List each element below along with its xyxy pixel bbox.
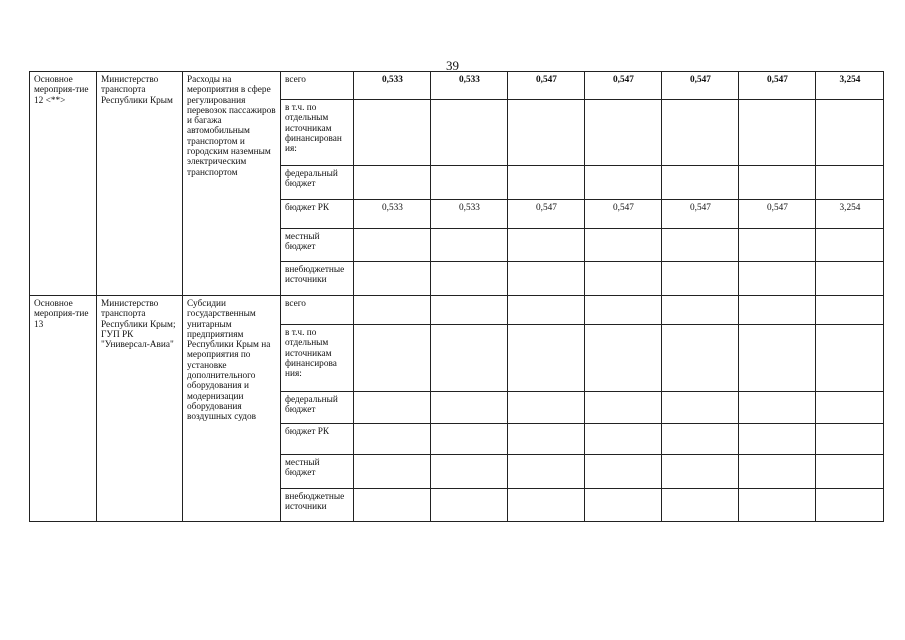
value-cell: [508, 424, 585, 455]
value-cell: [354, 262, 431, 296]
value-cell: [585, 296, 662, 325]
funding-source-label: внебюджетные источники: [281, 489, 354, 522]
funding-source-label: в т.ч. по отдельным источникам финансирова ния:: [281, 325, 354, 392]
value-cell-total: [816, 100, 884, 166]
activity-description: Субсидии государственным унитарным предприятиям Республики Крым на мероприятия по установке дополнительного оборудования и модернизации оборудования воздушных судов: [183, 296, 281, 522]
value-cell: [508, 100, 585, 166]
value-cell: [739, 455, 816, 489]
value-cell: 0,547: [585, 72, 662, 100]
value-cell: [585, 424, 662, 455]
value-cell: [662, 424, 739, 455]
value-cell-total: [816, 296, 884, 325]
value-cell: [585, 262, 662, 296]
value-cell: [739, 166, 816, 200]
value-cell: [354, 229, 431, 262]
value-cell-total: [816, 262, 884, 296]
value-cell: 0,547: [662, 72, 739, 100]
value-cell: [508, 229, 585, 262]
value-cell: [585, 166, 662, 200]
activity-executor: Министерство транспорта Республики Крым; ГУП РК "Универсал-Авиа": [97, 296, 183, 522]
activity-name: Основное мероприя-тие 13: [30, 296, 97, 522]
value-cell: [354, 424, 431, 455]
value-cell: [662, 262, 739, 296]
value-cell: [508, 262, 585, 296]
funding-source-label: внебюджетные источники: [281, 262, 354, 296]
value-cell: 0,533: [354, 72, 431, 100]
value-cell: [431, 296, 508, 325]
value-cell: 0,547: [508, 200, 585, 229]
value-cell: [662, 489, 739, 522]
value-cell: [354, 325, 431, 392]
value-cell-total: [816, 229, 884, 262]
value-cell: [662, 166, 739, 200]
value-cell: [431, 424, 508, 455]
funding-table: [29, 71, 884, 522]
value-cell: [431, 229, 508, 262]
value-cell-total: [816, 166, 884, 200]
funding-source-label: федеральный бюджет: [281, 166, 354, 200]
value-cell: 0,533: [354, 200, 431, 229]
value-cell: [739, 100, 816, 166]
value-cell: [739, 392, 816, 424]
activity-name: Основное мероприя-тие 12 <**>: [30, 72, 97, 296]
activity-executor: Министерство транспорта Республики Крым: [97, 72, 183, 296]
value-cell: [508, 455, 585, 489]
value-cell: [585, 489, 662, 522]
value-cell-total: [816, 489, 884, 522]
value-cell: [739, 262, 816, 296]
value-cell: 0,547: [739, 200, 816, 229]
value-cell: [739, 325, 816, 392]
funding-source-label: местный бюджет: [281, 229, 354, 262]
value-cell-total: [816, 455, 884, 489]
value-cell: [508, 325, 585, 392]
value-cell: [662, 455, 739, 489]
value-cell: [431, 166, 508, 200]
value-cell: [739, 424, 816, 455]
value-cell: [508, 392, 585, 424]
value-cell-total: 3,254: [816, 72, 884, 100]
value-cell: [662, 100, 739, 166]
value-cell: [354, 100, 431, 166]
value-cell: [431, 100, 508, 166]
value-cell: [662, 325, 739, 392]
value-cell: [431, 325, 508, 392]
value-cell: [431, 489, 508, 522]
funding-source-label: федеральный бюджет: [281, 392, 354, 424]
value-cell: [585, 455, 662, 489]
value-cell: [585, 325, 662, 392]
page-number: 39: [446, 58, 459, 73]
value-cell: [354, 392, 431, 424]
value-cell: [508, 166, 585, 200]
table-row: [30, 72, 884, 100]
value-cell: [508, 489, 585, 522]
value-cell: [354, 296, 431, 325]
value-cell: [585, 392, 662, 424]
value-cell: [662, 229, 739, 262]
value-cell: 0,533: [431, 72, 508, 100]
value-cell: [739, 489, 816, 522]
value-cell: 0,547: [739, 72, 816, 100]
funding-source-label: бюджет РК: [281, 424, 354, 455]
value-cell: [585, 229, 662, 262]
value-cell: [354, 166, 431, 200]
value-cell-total: [816, 325, 884, 392]
value-cell: [354, 455, 431, 489]
activity-description: Расходы на мероприятия в сфере регулирования перевозок пассажиров и багажа автомобильным транспортом и городским наземным электрическим транспортом: [183, 72, 281, 296]
value-cell: [662, 296, 739, 325]
funding-source-label: всего: [281, 72, 354, 100]
value-cell: [431, 455, 508, 489]
value-cell: [431, 262, 508, 296]
value-cell-total: [816, 392, 884, 424]
value-cell: [662, 392, 739, 424]
funding-source-label: местный бюджет: [281, 455, 354, 489]
value-cell: 0,547: [508, 72, 585, 100]
value-cell: [739, 229, 816, 262]
value-cell: [508, 296, 585, 325]
value-cell: [739, 296, 816, 325]
value-cell: 0,533: [431, 200, 508, 229]
table-row: [30, 296, 884, 325]
value-cell: [431, 392, 508, 424]
value-cell-total: [816, 424, 884, 455]
funding-source-label: бюджет РК: [281, 200, 354, 229]
value-cell: 0,547: [585, 200, 662, 229]
value-cell: [354, 489, 431, 522]
value-cell: [585, 100, 662, 166]
funding-source-label: в т.ч. по отдельным источникам финансирован ия:: [281, 100, 354, 166]
funding-source-label: всего: [281, 296, 354, 325]
value-cell: 0,547: [662, 200, 739, 229]
value-cell-total: 3,254: [816, 200, 884, 229]
